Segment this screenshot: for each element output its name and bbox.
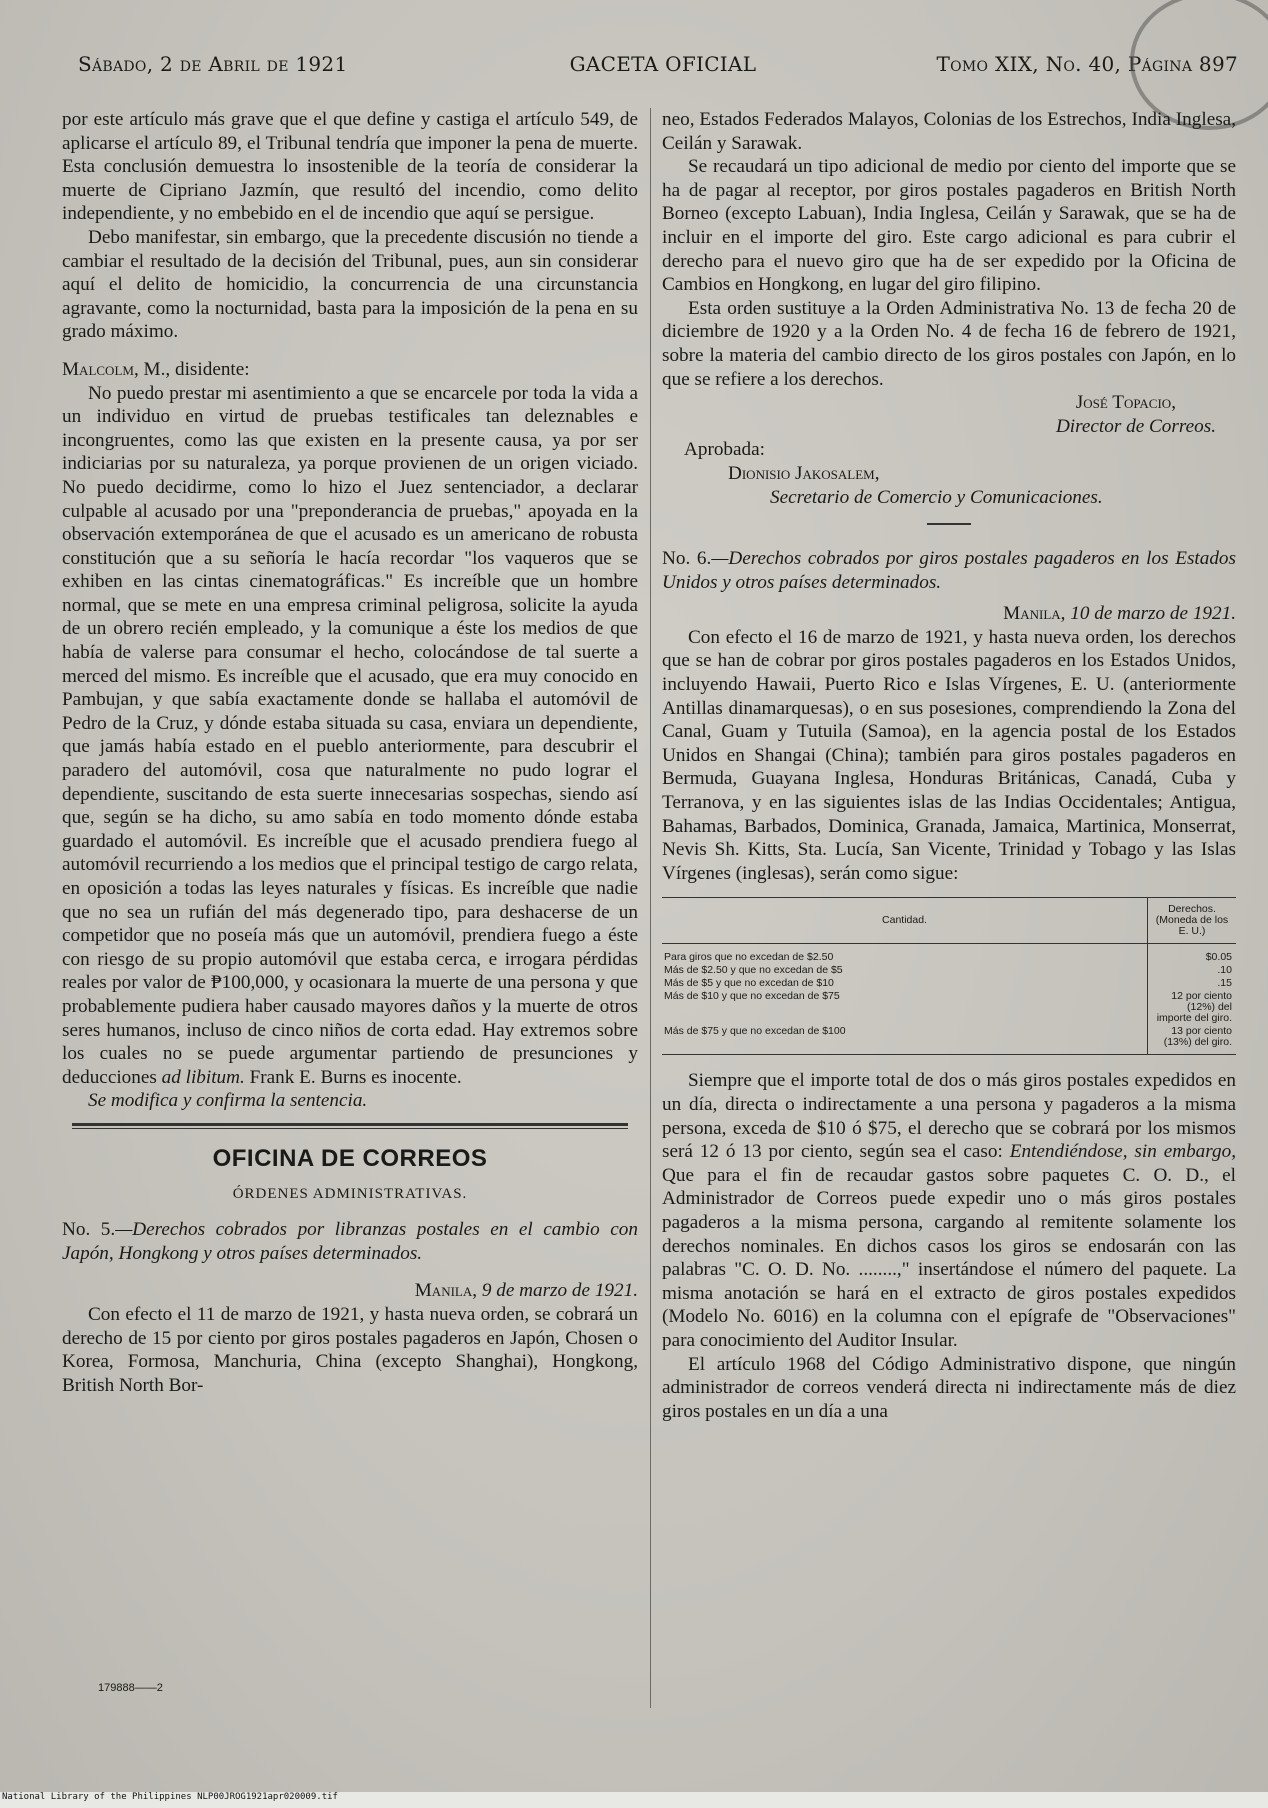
section-rule	[72, 1128, 628, 1129]
cell-amount: Para giros que no excedan de $2.50	[664, 951, 834, 964]
left-column	[62, 108, 638, 1397]
cell-fee: 12 por ciento (12%) del importe del giro.	[1148, 990, 1237, 1025]
closing-line: Se modifica y confirma la sentencia.	[88, 1090, 368, 1112]
col-header-amount: Cantidad.	[662, 898, 1148, 944]
approved-label: Aprobada:	[684, 439, 765, 461]
paragraph: por este artículo más grave que el que define y castiga el artículo 549, de aplicarse el artículo 89, el Tribunal tendría que imponer la pena de muerte. Esta conclusión demuestra lo insostenible de la teoría de considerar la muerte de Cipriano Jazmín, que resultó del incendio, como delito independiente, y no embebido en el de incendio que aquí se persigue.	[62, 109, 638, 225]
short-rule	[927, 523, 971, 525]
header-volume: Tomo XIX, No. 40, Página 897	[936, 52, 1238, 76]
order-title: —Derechos cobrados por libranzas postales en el cambio con Japón, Hongkong y otros países determinados.	[62, 1219, 638, 1264]
header-title: GACETA OFICIAL	[569, 52, 757, 76]
section-subtitle: ÓRDENES ADMINISTRATIVAS.	[232, 1185, 468, 1202]
dateline-place: Manila,	[414, 1280, 478, 1302]
paragraph: Debo manifestar, sin embargo, que la precedente discusión no tiende a cambiar el resultado de la decisión del Tribunal, pues, aun sin considerar aquí el delito de homicidio, la concurrencia de una circunstancia agravante, como la nocturnidad, basta para la imposición de la pena en su grado máximo.	[62, 226, 638, 343]
cell-fee: 13 por ciento (13%) del giro.	[1148, 1025, 1237, 1055]
paragraph: neo, Estados Federados Malayos, Colonias de los Estrechos, India Inglesa, Ceilán y Sarawak.	[662, 109, 1236, 154]
col-header-fee: Derechos. (Moneda de los E. U.)	[1148, 898, 1237, 944]
print-code: 179888——2	[98, 1682, 163, 1694]
column-divider	[650, 108, 651, 1708]
cell-amount: Más de $10 y que no excedan de $75	[664, 990, 840, 1003]
dateline-date: 10 de marzo de 1921.	[1065, 603, 1236, 625]
order-title: —Derechos cobrados por giros postales pagaderos en los Estados Unidos y otros países determinados.	[662, 548, 1236, 593]
order-number: No. 5.	[62, 1219, 116, 1241]
cell-amount: Más de $2.50 y que no excedan de $5	[664, 964, 843, 977]
dissent-tail: Frank E. Burns es inocente.	[244, 1066, 462, 1088]
table-row	[662, 977, 1236, 990]
page-header	[78, 52, 1238, 86]
dateline-place: Manila,	[1003, 603, 1066, 625]
cell-fee: .15	[1148, 977, 1237, 990]
order-5-heading	[62, 1218, 638, 1265]
order-6-dateline	[662, 602, 1236, 626]
paragraph-tail: Que para el fin de recaudar gastos sobre paquetes C. O. D., el Administrador de Correos puede expedir uno o más giros postales pagaderos a la misma persona, cargando al remitente solamente los derechos nominales. En dichos casos los giros se endosarán con las palabras "C. O. D. No. ........," insertándose el número del paquete. La misma anotación se hará en el extracto de giros postales expedidos (Modelo No. 6016) en la columna con el epígrafe de "Observaciones" para conocimiento del Auditor Insular.	[662, 1164, 1236, 1351]
paragraph: El artículo 1968 del Código Administrativo dispone, que ningún administrador de correos venderá directa ni indirectamente más de diez giros postales en un día a una	[662, 1353, 1236, 1422]
paragraph: Con efecto el 11 de marzo de 1921, y hasta nueva orden, se cobrará un derecho de 15 por ciento por giros postales pagaderos en Japón, Chosen o Korea, Formosa, Manchuria, China (excepto Shanghai), Hongkong, British North Bor-	[62, 1303, 638, 1396]
section-rule	[72, 1123, 628, 1126]
dissent-heading	[62, 358, 638, 382]
paragraph-italic: Entendiéndose, sin embargo,	[1002, 1141, 1236, 1163]
dissent-italic: ad libitum.	[161, 1066, 245, 1088]
paragraph: Esta orden sustituye a la Orden Administrativa No. 13 de fecha 20 de diciembre de 1920 y a la Orden No. 4 de fecha 16 de febrero de 1921, sobre la materia del cambio directo de los giros postales con Japón, en lo que se refiere a los derechos.	[662, 297, 1236, 390]
signature-name: Dionisio Jakosalem,	[728, 462, 880, 484]
dissent-label: , disidente:	[165, 358, 250, 380]
dissent-text: No puedo prestar mi asentimiento a que se encarcele por toda la vida a un individuo en virtud de pruebas testificales tan deleznables e incongruentes, como las que existen en la presente causa, ya por ser indiciarias por su naturaleza, ya porque provienen de un origen viciado. No puedo decidirme, como lo hizo el Juez sentenciador, a declarar culpable al acusado por una "preponderancia de pruebas," apoyada en la observación extemporánea de que el acusado es un americano de robusta constitución que a su señoría le hacía recordar "los vaqueros que se exhiben en las cintas cinematográficas." Es increíble que un hombre normal, que se mete en una empresa criminal peligrosa, solicite la ayuda de un obrero recién empleado, y la comunique a éste los medios de que había de valerse para consumar el hecho, colocándose de tal suerte a merced del mismo. Es increíble que el acusado, que era muy conocido en Pambujan, y que sabía exactamente donde se hallaba el automóvil de Pedro de la Cruz, y dónde estaba situada su casa, enviara un dependiente, que jamás había estado en el pueblo anteriormente, para descubrir el paradero del automóvil, cosa que naturalmente no pudo lograr el dependiente, suscitando de esta suerte innecesarias sospechas, siendo así que, según se ha dicho, su amo sabía en todo momento dónde estaba guardado el automóvil. Es increíble que el acusado prendiera fuego al automóvil recurriendo a los medios que el principal testigo de cargo relata, en oposición a todas las leyes naturales y físicas. Es increíble que nadie que no sea un rufián del más degenerado tipo, para deshacerse de un competidor que no poseía más que un automóvil, prendiera fuego a éste con riesgo de su propio automóvil que estaba cerca, e irrogara pérdidas reales por valor de ₱100,000, y ocasionara la muerte de una persona y que probablemente pudiera haber causado mayores daños y la muerte de otros seres humanos, incluso de cinco niños de corta edad. Hay extremos sobre los cuales no se puede argumentar partiendo de presunciones y deducciones	[62, 382, 638, 1088]
header-date: Sábado, 2 de Abril de 1921	[78, 52, 348, 76]
order-6-heading	[662, 547, 1236, 594]
table-row	[662, 1025, 1236, 1055]
signature-title: Director de Correos.	[1055, 415, 1216, 437]
signature-title: Secretario de Comercio y Comunicaciones.	[770, 486, 1103, 508]
paragraph: Se recaudará un tipo adicional de medio por ciento del importe que se ha de pagar al receptor, por giros postales pagaderos en British North Borneo (excepto Labuan), India Inglesa, Ceilán y Sarawak, que se ha de incluir en el importe del giro. Este cargo adicional es para cubrir el derecho para el nuevo giro que ha de ser expedido por la Oficina de Cambios en Hongkong, en lugar del giro filipino.	[662, 156, 1236, 296]
section-title: OFICINA DE CORREOS	[212, 1144, 488, 1172]
cell-amount: Más de $5 y que no excedan de $10	[664, 977, 834, 990]
paragraph	[62, 382, 638, 1090]
paragraph	[662, 1069, 1236, 1352]
signature-name: José Topacio,	[1075, 392, 1176, 414]
paragraph: Con efecto el 16 de marzo de 1921, y hasta nueva orden, los derechos que se han de cobrar por giros postales pagaderos en los Estados Unidos, incluyendo Hawaii, Puerto Rico e Islas Vírgenes, E. U. (anteriormente Antillas dinamarquesas), o en sus posesiones, comprendiendo la Zona del Canal, Guam y Tutuila (Samoa), en la agencia postal de los Estados Unidos en Shangai (China); también para giros postales pagaderos en Bermuda, Guayana Inglesa, Honduras Británicas, Canadá, Cuba y Terranova, y en las siguientes islas de las Indias Occidentales; Antigua, Bahamas, Barbados, Dominica, Granada, Jamaica, Martinica, Monserrat, Nevis Sh. Kitts, Sta. Lucía, San Vicente, Trinidad y Tobago y las Islas Vírgenes (inglesas), serán como sigue:	[662, 626, 1236, 884]
cell-amount: Más de $75 y que no excedan de $100	[662, 1025, 1148, 1055]
table-row	[662, 964, 1236, 977]
order-number: No. 6.	[662, 548, 712, 570]
right-column	[662, 108, 1236, 1423]
dateline-date: 9 de marzo de 1921.	[477, 1280, 638, 1302]
cell-fee: $0.05	[1148, 944, 1237, 965]
table-row	[662, 944, 1236, 965]
order-5-dateline	[62, 1279, 638, 1303]
dissent-name: Malcolm, M.	[62, 358, 166, 380]
fees-table	[662, 897, 1236, 1055]
table-row	[662, 990, 1236, 1025]
paragraph-text: Siempre que el importe total de dos o más giros postales expedidos en un día, directa o indirectamente a una persona y pagaderos a la misma persona, exceda de $10 ó $75, el derecho que se cobrará por los mismos será 12 ó 13 por ciento, según sea el caso:	[662, 1070, 1236, 1163]
table-header-row	[662, 898, 1236, 944]
cell-fee: .10	[1148, 964, 1237, 977]
scan-footer: National Library of the Philippines NLP00JROG1921apr020009.tif	[0, 1792, 1268, 1808]
